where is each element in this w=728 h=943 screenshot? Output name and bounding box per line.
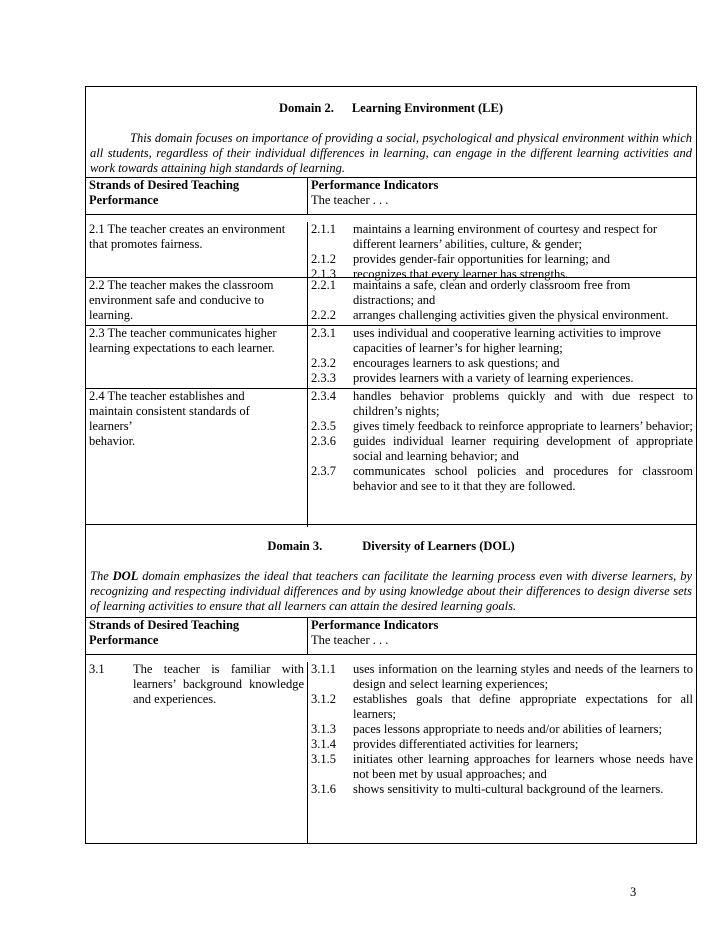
domain3-block <box>85 524 697 844</box>
indicator-text: communicates school policies and procedures for classroom behavior and see to it that they are followed. <box>353 464 693 493</box>
domain2-strands-header <box>86 178 308 214</box>
indicator-text: provides gender-fair opportunities for learning; and <box>353 252 610 266</box>
strands-header-line1: Strands of Desired Teaching <box>89 618 240 632</box>
indicator-num: 3.1.2 <box>311 692 336 706</box>
strands-header-line2: Performance <box>89 193 159 207</box>
indicator-num: 2.3.2 <box>311 356 336 370</box>
indicator <box>311 419 693 434</box>
domain2-intro <box>86 131 696 177</box>
indicator <box>311 252 693 267</box>
strand-label-inner <box>89 662 304 707</box>
strand-label: 2.1 The teacher creates an environment that promotes fairness. <box>86 222 308 277</box>
domain2-heading <box>86 87 696 131</box>
table-row <box>86 277 696 325</box>
indicator-num: 3.1.6 <box>311 782 336 796</box>
domain3-intro-prefix: The <box>90 569 113 583</box>
domain2-header-row <box>86 177 696 214</box>
strand-label-line: learners’ <box>89 419 133 433</box>
page-number: 3 <box>630 885 637 899</box>
strand-label <box>86 389 308 527</box>
indicator-num: 2.3.6 <box>311 434 336 448</box>
indicator-num: 2.3.7 <box>311 464 336 478</box>
indicator-text: maintains a learning environment of courtesy and respect for different learners’ abilities, culture, & gender; <box>353 222 658 251</box>
indicators-header-line1: Performance Indicators <box>311 618 439 632</box>
domain2-block <box>85 86 697 525</box>
indicator-text: provides differentiated activities for learners; <box>353 737 579 751</box>
indicator <box>311 371 693 386</box>
domain2-number: Domain 2. <box>278 101 334 115</box>
indicator-text: provides learners with a variety of learning experiences. <box>353 371 634 385</box>
domain3-intro <box>86 569 696 617</box>
domain3-header-row <box>86 617 696 654</box>
indicators-header-line1: Performance Indicators <box>311 178 439 192</box>
indicator <box>311 722 693 737</box>
strand-label: 2.3 The teacher communicates higher learning expectations to each learner. <box>86 326 308 388</box>
indicator-num: 2.3.5 <box>311 419 336 433</box>
indicator-num: 2.3.4 <box>311 389 336 403</box>
indicator <box>311 737 693 752</box>
strand-label: 2.2 The teacher makes the classroom environment safe and conducive to learning. <box>86 278 308 325</box>
indicator-text: handles behavior problems quickly and with due respect to children’s nights; <box>353 389 693 418</box>
indicator-text: establishes goals that define appropriate expectations for all learners; <box>353 692 693 721</box>
indicator-text: paces lessons appropriate to needs and/or abilities of learners; <box>353 722 662 736</box>
strand-label-line: behavior. <box>89 434 136 448</box>
strand-indicators <box>308 222 696 281</box>
strand-indicators <box>308 389 696 527</box>
indicators-header-line2: The teacher . . . <box>311 633 389 647</box>
indicators-header-line2: The teacher . . . <box>311 193 389 207</box>
indicator-text: maintains a safe, clean and orderly classroom free from distractions; and <box>353 278 631 307</box>
indicator <box>311 752 693 782</box>
strand-indicators <box>308 326 696 388</box>
indicator <box>311 222 693 252</box>
indicator-num: 3.1.1 <box>311 662 336 676</box>
indicator-text: encourages learners to ask questions; and <box>353 356 560 370</box>
indicator <box>311 326 693 356</box>
indicator <box>311 464 693 494</box>
indicator-text: recognizes that every learner has strengths. <box>353 267 569 281</box>
indicator-num: 3.1.3 <box>311 722 336 736</box>
indicator-num: 3.1.4 <box>311 737 336 751</box>
indicator <box>311 278 693 308</box>
domain2-title: Learning Environment (LE) <box>351 101 504 115</box>
strand-num: 3.1 <box>89 662 105 676</box>
indicator-num: 2.2.2 <box>311 308 336 322</box>
indicator-num: 2.3.1 <box>311 326 336 340</box>
strands-header-line1: Strands of Desired Teaching <box>89 178 240 192</box>
indicator <box>311 356 693 371</box>
domain3-number: Domain 3. <box>267 539 323 553</box>
strand-label-line: 2.4 The teacher establishes and <box>89 389 245 403</box>
indicator-num: 2.3.3 <box>311 371 336 385</box>
table-row <box>86 214 696 281</box>
table-row <box>86 654 696 844</box>
indicator <box>311 782 693 797</box>
domain2-indicators-header <box>308 178 696 214</box>
domain3-intro-rest: domain emphasizes the ideal that teachers can facilitate the learning process even with diverse learners, by recognizing and respecting individual differences and by using knowledge about their differences to design diverse sets of learning activities to ensure that all learners can attain the desired learning goals. <box>90 569 692 613</box>
indicator-num: 2.1.3 <box>311 267 336 281</box>
indicator-text: uses information on the learning styles and needs of the learners to design and select learning experiences; <box>353 662 693 691</box>
indicator-num: 2.2.1 <box>311 278 336 292</box>
strand-text: The teacher is familiar with learners’ background knowledge and experiences. <box>133 662 304 706</box>
indicator-text: arranges challenging activities given the physical environment. <box>353 308 669 322</box>
table-row <box>86 388 696 527</box>
domain3-title: Diversity of Learners (DOL) <box>362 539 515 553</box>
strands-header-line2: Performance <box>89 633 159 647</box>
strand-label <box>86 662 308 844</box>
domain3-strands-header <box>86 618 308 654</box>
domain3-intro-bold: DOL <box>112 569 139 583</box>
table-row <box>86 325 696 388</box>
indicator-text: shows sensitivity to multi-cultural background of the learners. <box>353 782 664 796</box>
indicator-text: gives timely feedback to reinforce appropriate to learners’ behavior; <box>353 419 693 433</box>
indicator-num: 2.1.1 <box>311 222 336 236</box>
strand-indicators <box>308 662 696 844</box>
domain3-heading <box>86 525 696 569</box>
indicator-text: uses individual and cooperative learning activities to improve capacities of learner’s for higher learning; <box>353 326 661 355</box>
strand-indicators <box>308 278 696 325</box>
indicator <box>311 308 693 323</box>
indicator <box>311 389 693 419</box>
indicator <box>311 692 693 722</box>
indicator-num: 2.1.2 <box>311 252 336 266</box>
domain3-indicators-header <box>308 618 696 654</box>
indicator <box>311 662 693 692</box>
strand-label-line: maintain consistent standards of <box>89 404 250 418</box>
indicator-text: initiates other learning approaches for learners whose needs have not been met by usual approaches; and <box>353 752 693 781</box>
domain2-intro-text: This domain focuses on importance of providing a social, psychological and physical environment within which all students, regardless of their individual differences in learning, can engage in the different learning activities and work towards attaining high standards of learning. <box>90 131 692 175</box>
indicator-text: guides individual learner requiring development of appropriate social and learning behavior; and <box>353 434 693 463</box>
indicator <box>311 434 693 464</box>
indicator-num: 3.1.5 <box>311 752 336 766</box>
